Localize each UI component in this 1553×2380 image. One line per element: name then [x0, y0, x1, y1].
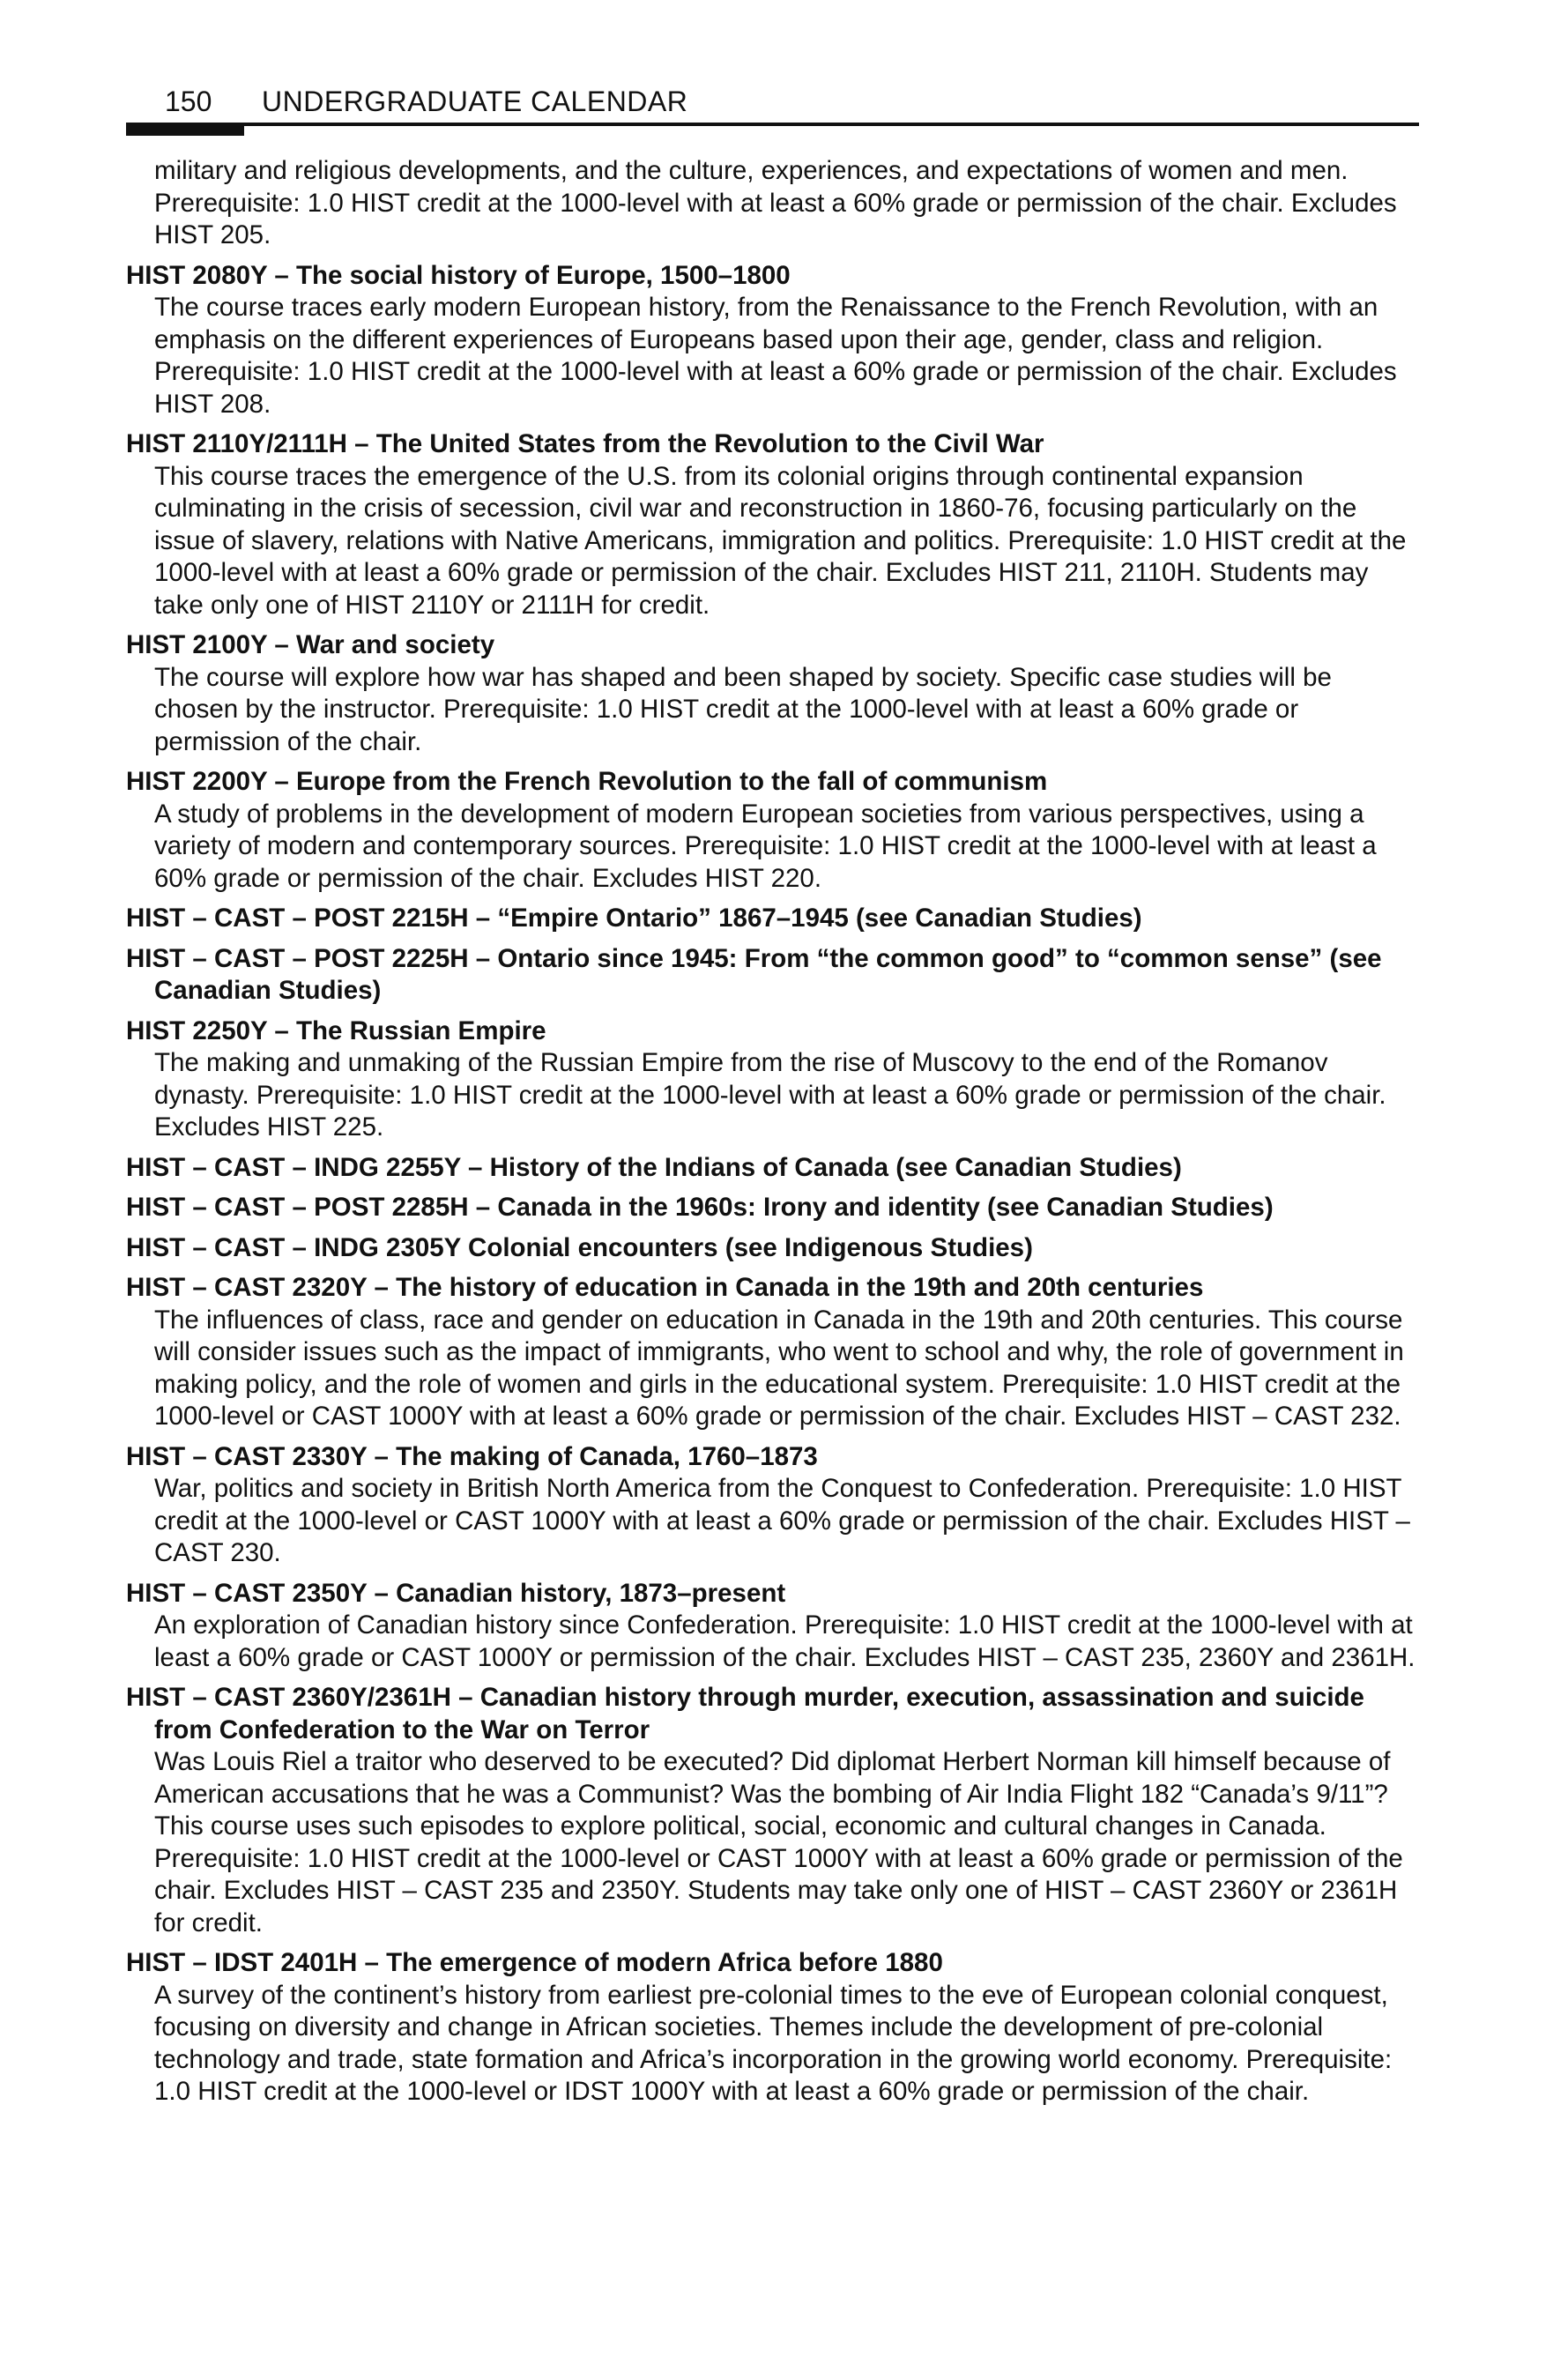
header-title: UNDERGRADUATE CALENDAR [262, 86, 688, 117]
course-description: The making and unmaking of the Russian Empire from the rise of Muscovy to the end of the Romanov dynasty. Prerequisite: 1.0 HIST credit at the 1000-level with at least a 60% grade or permission of the chair. Excludes HIST 225. [154, 1048, 1386, 1142]
course-title: HIST – CAST – POST 2215H – “Empire Ontario” 1867–1945 (see Canadian Studies) [126, 904, 1142, 933]
course-title: HIST – CAST 2320Y – The history of education in Canada in the 19th and 20th centuries [126, 1273, 1204, 1302]
course-entry [126, 1192, 1419, 1224]
course-entry [126, 1015, 1419, 1144]
course-description: This course traces the emergence of the U.S. from its colonial origins through continental expansion culminating in the crisis of secession, civil war and reconstruction in 1860-76, focusing particularly on the issue of slavery, relations with Native Americans, immigration and politics. Prerequisite: 1.0 HIST credit at the 1000-level with at least a 60% grade or permission of the chair. Excludes HIST 211, 2110H. Students may take only one of HIST 2110Y or 2111H for credit. [154, 461, 1407, 620]
course-entry [126, 1947, 1419, 2109]
course-entry [126, 1152, 1419, 1185]
course-description: The course traces early modern European history, from the Renaissance to the French Revolution, with an emphasis on the different experiences of Europeans based upon their age, gender, class and religion. Prerequisite: 1.0 HIST credit at the 1000-level with at least a 60% grade or permission of the chair. Excludes HIST 208. [154, 293, 1397, 419]
course-title: HIST – CAST 2360Y/2361H – Canadian history through murder, execution, assassination and suicide from Confederation to the War on Terror [126, 1683, 1364, 1744]
course-description: An exploration of Canadian history since Confederation. Prerequisite: 1.0 HIST credit at the 1000-level with at least a 60% grade or CAST 1000Y or permission of the chair. Excludes HIST – CAST 235, 2360Y and 2361H. [154, 1610, 1416, 1672]
course-entry [126, 1441, 1419, 1570]
course-title: HIST 2110Y/2111H – The United States from the Revolution to the Civil War [126, 429, 1044, 458]
course-entry [126, 943, 1419, 1008]
course-entry [126, 1682, 1419, 1939]
course-description: A study of problems in the development of modern European societies from various perspectives, using a variety of modern and contemporary sources. Prerequisite: 1.0 HIST credit at the 1000-level with at least a 60% grade or permission of the chair. Excludes HIST 220. [154, 799, 1377, 893]
course-entry [126, 1232, 1419, 1265]
course-listing [126, 155, 1419, 2116]
course-title: HIST 2200Y – Europe from the French Revolution to the fall of communism [126, 767, 1048, 796]
course-title: HIST – CAST – INDG 2255Y – History of the Indians of Canada (see Canadian Studies) [126, 1152, 1182, 1182]
course-description: Was Louis Riel a traitor who deserved to be executed? Did diplomat Herbert Norman kill himself because of American accusations that he was a Communist? Was the bombing of Air India Flight 182 “Canada’s 9/11”? This course uses such episodes to explore political, social, economic and cultural changes in Canada. Prerequisite: 1.0 HIST credit at the 1000-level or CAST 1000Y with at least a 60% grade or permission of the chair. Excludes HIST – CAST 235 and 2350Y. Students may take only one of HIST – CAST 2360Y or 2361H for credit. [154, 1747, 1403, 1937]
course-title: HIST – CAST 2350Y – Canadian history, 1873–present [126, 1578, 786, 1608]
course-entry [126, 629, 1419, 758]
course-entry [126, 1578, 1419, 1675]
course-description: The influences of class, race and gender on education in Canada in the 19th and 20th centuries. This course will consider issues such as the impact of immigrants, who went to school and why, the role of government in making policy, and the role of women and girls in the educational system. Prerequisite: 1.0 HIST credit at the 1000-level or CAST 1000Y with at least a 60% grade or permission of the chair. Excludes HIST – CAST 232. [154, 1305, 1404, 1431]
page-number: 150 [165, 86, 212, 117]
course-title: HIST – CAST – POST 2225H – Ontario since 1945: From “the common good” to “common sense” (see Canadian Studies) [126, 943, 1382, 1005]
course-title: HIST – CAST – POST 2285H – Canada in the 1960s: Irony and identity (see Canadian Studies) [126, 1193, 1274, 1222]
course-entry [126, 1272, 1419, 1433]
course-title: HIST – IDST 2401H – The emergence of modern Africa before 1880 [126, 1948, 943, 1977]
header-rule [126, 123, 1419, 126]
header-tab-marker [126, 123, 244, 136]
course-entry [126, 766, 1419, 895]
course-entry [126, 903, 1419, 935]
course-description: A survey of the continent’s history from earliest pre-colonial times to the eve of European colonial conquest, focusing on diversity and change in African societies. Themes include the development of pre-colonial technology and trade, state formation and Africa’s incorporation in the growing world economy. Prerequisite: 1.0 HIST credit at the 1000-level or IDST 1000Y with at least a 60% grade or permission of the chair. [154, 1980, 1393, 2106]
course-description: War, politics and society in British North America from the Conquest to Confederation. Prerequisite: 1.0 HIST credit at the 1000-level or CAST 1000Y with at least a 60% grade or permission of the chair. Excludes HIST – CAST 230. [154, 1474, 1410, 1567]
course-title: HIST – CAST – INDG 2305Y Colonial encounters (see Indigenous Studies) [126, 1232, 1033, 1262]
course-title: HIST 2250Y – The Russian Empire [126, 1015, 546, 1045]
course-entry [126, 260, 1419, 421]
course-title: HIST 2100Y – War and society [126, 630, 495, 659]
course-description: The course will explore how war has shaped and been shaped by society. Specific case studies will be chosen by the instructor. Prerequisite: 1.0 HIST credit at the 1000-level with at least a 60% grade or permission of the chair. [154, 662, 1332, 756]
course-title: HIST – CAST 2330Y – The making of Canada, 1760–1873 [126, 1441, 818, 1471]
course-entry [126, 428, 1419, 621]
course-title: HIST 2080Y – The social history of Europe, 1500–1800 [126, 260, 791, 290]
continued-description: military and religious developments, and the culture, experiences, and expectations of women and men. Prerequisite: 1.0 HIST credit at the 1000-level with at least a 60% grade or permission of the chair. Excludes HIST 205. [154, 156, 1397, 249]
running-header [126, 85, 1419, 118]
